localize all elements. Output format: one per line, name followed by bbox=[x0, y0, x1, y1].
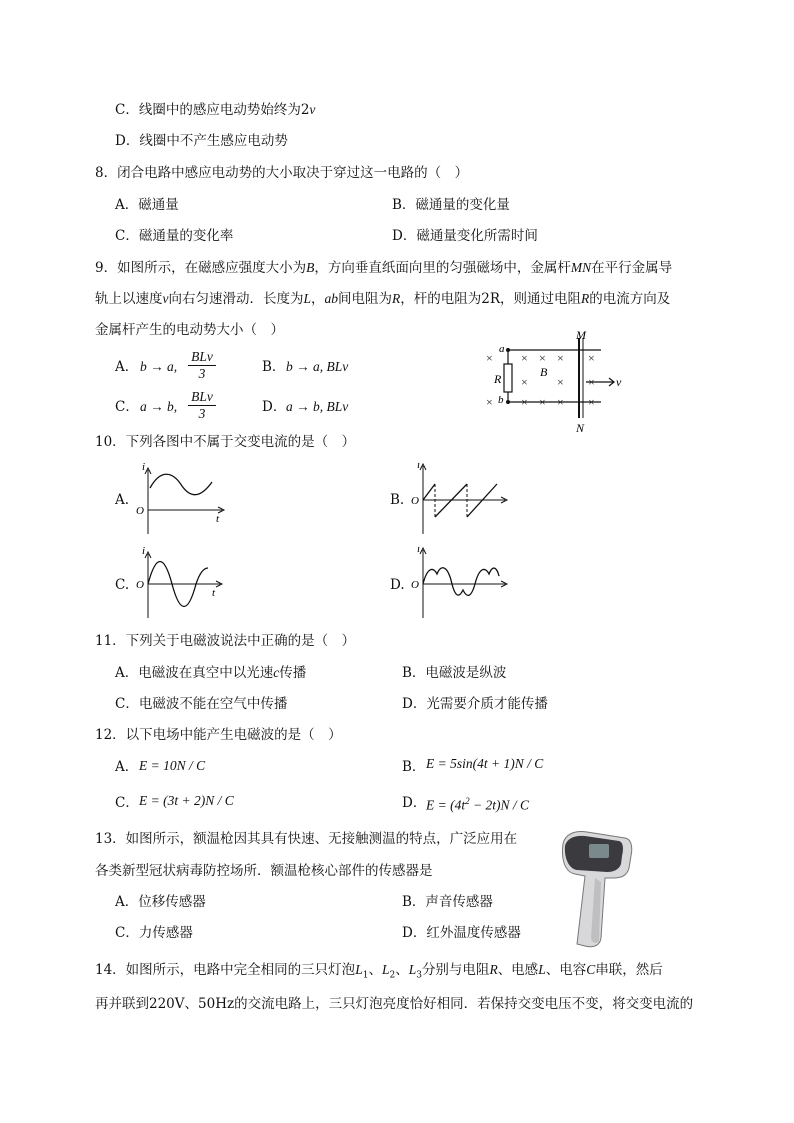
q9-option-a-direction: b → a, bbox=[140, 359, 178, 374]
q9-option-c-fraction bbox=[188, 389, 216, 422]
origin-label: O bbox=[411, 579, 419, 591]
svg-text:×: × bbox=[588, 351, 595, 365]
svg-text:×: × bbox=[588, 395, 595, 409]
q8-option-d: D．磁通量变化所需时间 bbox=[392, 228, 538, 244]
label-a: a bbox=[499, 343, 505, 355]
svg-text:×: × bbox=[557, 395, 564, 409]
q14-stem-line2: 再并联到220V、50Hz的交流电路上，三只灯泡亮度恰好相同．若保持交变电压不变，将交变电流的 bbox=[95, 996, 694, 1012]
q10-option-d-label: D. bbox=[390, 577, 405, 593]
svg-text:×: × bbox=[557, 375, 564, 389]
q8-option-c: C．磁通量的变化率 bbox=[115, 228, 234, 244]
q12-option-b-label: B． bbox=[402, 759, 426, 775]
svg-text:×: × bbox=[521, 395, 528, 409]
q10-graph-b bbox=[405, 462, 515, 537]
q13-option-b: B．声音传感器 bbox=[402, 894, 493, 910]
q9-option-c-direction: a → b, bbox=[140, 399, 178, 414]
fraction-numerator: BLv bbox=[188, 389, 216, 406]
label-r: R bbox=[494, 372, 502, 386]
svg-text:×: × bbox=[539, 395, 546, 409]
label-v: v bbox=[616, 375, 622, 389]
axis-i-label: i bbox=[142, 462, 146, 473]
origin-label: O bbox=[136, 505, 144, 517]
axis-t-label: t bbox=[212, 587, 216, 599]
svg-text:×: × bbox=[486, 395, 493, 409]
q9-option-a-fraction bbox=[188, 349, 216, 382]
q12-option-a-expr: E = 10N / C bbox=[139, 758, 206, 773]
axis-i-label: i bbox=[142, 546, 146, 557]
q9-option-d-text: a → b, BLv bbox=[286, 399, 349, 414]
q10-graph-c bbox=[130, 546, 230, 621]
fraction-denominator: 3 bbox=[198, 406, 206, 421]
fraction-denominator: 3 bbox=[198, 366, 206, 381]
q11-stem: 11．下列关于电磁波说法中正确的是（ ） bbox=[95, 633, 356, 649]
q13-stem-line2: 各类新型冠状病毒防控场所．额温枪核心部件的传感器是 bbox=[95, 863, 433, 879]
q13-stem-line1: 13．如图所示，额温枪因其具有快速、无接触测温的特点，广泛应用在 bbox=[95, 831, 518, 847]
q11-option-d: D．光需要介质才能传播 bbox=[402, 696, 548, 712]
q13-option-d: D．红外温度传感器 bbox=[402, 925, 521, 941]
q12-option-d-label: D． bbox=[402, 795, 427, 811]
q9-circuit-figure bbox=[476, 330, 626, 435]
svg-text:×: × bbox=[521, 375, 528, 389]
forehead-thermometer-image bbox=[555, 826, 635, 952]
q9-option-d-label: D． bbox=[262, 399, 287, 415]
q7-option-c: C．线圈中的感应电动势始终为2v bbox=[115, 102, 316, 118]
q12-option-b-expr: E = 5sin(4t + 1)N / C bbox=[426, 756, 544, 771]
q11-option-c: C．电磁波不能在空气中传播 bbox=[115, 696, 288, 712]
svg-text:×: × bbox=[539, 351, 546, 365]
q14-stem-line1: 14．如图所示，电路中完全相同的三只灯泡$L_1$、$L_2$、$L_3$分别与电阻R、电感L、电容C串联，然后 bbox=[95, 962, 663, 981]
label-n: N bbox=[576, 421, 585, 435]
label-m: M bbox=[576, 330, 586, 342]
q10-stem: 10．下列各图中不属于交变电流的是（ ） bbox=[95, 434, 356, 450]
q8-option-a: A．磁通量 bbox=[115, 197, 179, 213]
q10-graph-a bbox=[130, 462, 230, 537]
q9-stem-line2: 轨上以速度v向右匀速滑动．长度为L，ab间电阻为R，杆的电阻为2R，则通过电阻R的电流方向及 bbox=[95, 291, 671, 307]
origin-label: O bbox=[411, 495, 419, 507]
q12-option-d-expr: $E = (4t^2 - 2t)N / C$ bbox=[426, 796, 529, 813]
svg-text:×: × bbox=[557, 351, 564, 365]
q11-option-a: A．电磁波在真空中以光速c传播 bbox=[115, 665, 307, 681]
svg-text:×: × bbox=[486, 351, 493, 365]
q12-option-c-label: C． bbox=[115, 795, 139, 811]
q8-stem: 8．闭合电路中感应电动势的大小取决于穿过这一电路的（ ） bbox=[95, 165, 469, 181]
q10-option-a-label: A. bbox=[115, 492, 130, 508]
q9-option-b-label: B． bbox=[262, 359, 286, 375]
q9-option-b-text: b → a, BLv bbox=[286, 359, 349, 374]
q11-option-b: B．电磁波是纵波 bbox=[402, 665, 507, 681]
label-b: b bbox=[498, 394, 504, 406]
origin-label: O bbox=[136, 579, 144, 591]
q10-option-c-label: C. bbox=[115, 577, 130, 593]
q13-option-c: C．力传感器 bbox=[115, 925, 193, 941]
q12-option-c-expr: E = (3t + 2)N / C bbox=[139, 793, 234, 808]
q12-stem: 12．以下电场中能产生电磁波的是（ ） bbox=[95, 727, 342, 743]
label-field-b: B bbox=[540, 365, 548, 379]
q9-option-c-label: C． bbox=[115, 399, 139, 415]
q12-option-a-label: A． bbox=[115, 759, 139, 775]
q9-stem-line1: 9．如图所示，在磁感应强度大小为B，方向垂直纸面向里的匀强磁场中，金属杆MN在平行金属导 bbox=[95, 260, 673, 276]
q10-graph-d bbox=[405, 546, 515, 621]
q10-option-b-label: B. bbox=[390, 492, 405, 508]
q13-option-a: A．位移传感器 bbox=[115, 894, 206, 910]
q9-option-a-label: A． bbox=[115, 359, 139, 375]
q8-option-b: B．磁通量的变化量 bbox=[392, 197, 510, 213]
axis-i-label: i bbox=[417, 546, 421, 555]
q7-option-d: D．线圈中不产生感应电动势 bbox=[115, 133, 288, 149]
axis-i-label: i bbox=[417, 462, 421, 471]
svg-text:×: × bbox=[588, 375, 595, 389]
fraction-numerator: BLv bbox=[188, 349, 216, 366]
svg-text:×: × bbox=[521, 351, 528, 365]
q9-stem-line3: 金属杆产生的电动势大小（ ） bbox=[95, 322, 284, 338]
axis-t-label: t bbox=[216, 513, 220, 525]
